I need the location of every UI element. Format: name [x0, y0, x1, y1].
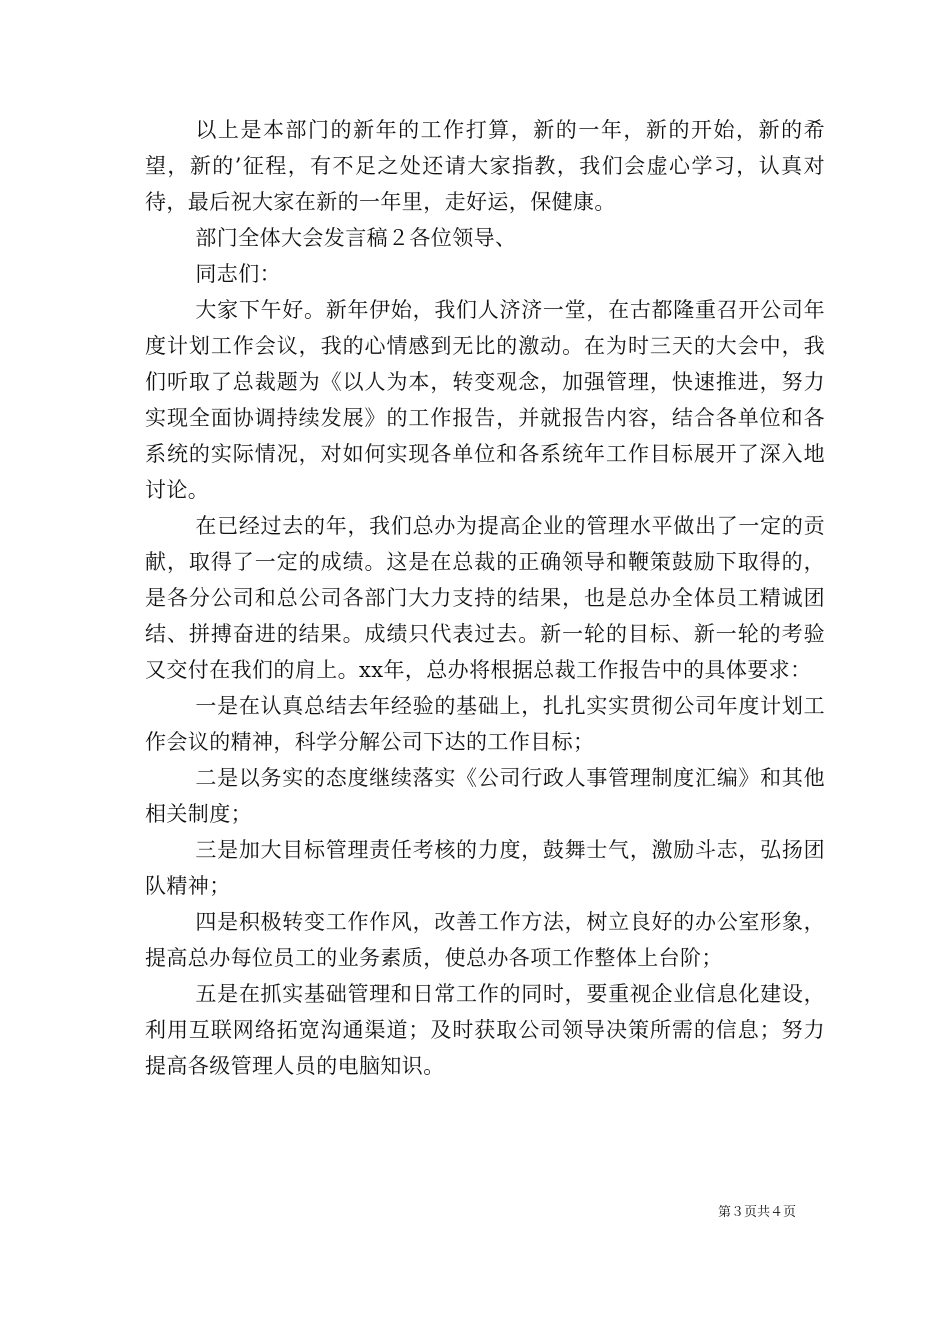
paragraph-speech-title: 部门全体大会发言稿２各位领导、 — [195, 226, 517, 250]
paragraph-item-one: 一是在认真总结去年经验的基础上，扎扎实实贯彻公司年度计划工作会议的精神，科学分解公司下达的工作目标； — [145, 694, 825, 754]
document-body — [145, 112, 825, 1084]
paragraph-salutation: 同志们： — [195, 262, 281, 286]
paragraph-item-three: 三是加大目标管理责任考核的力度，鼓舞士气，激励斗志，弘扬团队精神； — [145, 838, 825, 898]
paragraph-item-four: 四是积极转变工作作风，改善工作方法，树立良好的办公室形象，提高总办每位员工的业务素质，使总办各项工作整体上台阶； — [145, 910, 825, 970]
paragraph-opening: 大家下午好。新年伊始，我们人济济一堂，在古都隆重召开公司年度计划工作会议，我的心情感到无比的激动。在为时三天的大会中，我们听取了总裁题为《以人为本，转变观念，加强管理，快速推进，努力实现全面协调持续发展》的工作报告，并就报告内容，结合各单位和各系统的实际情况，对如何实现各单位和各系统年工作目标展开了深入地讨论。 — [145, 298, 825, 502]
paragraph-item-two: 二是以务实的态度继续落实《公司行政人事管理制度汇编》和其他相关制度； — [145, 766, 825, 826]
page-number: 第３页共４页 — [718, 1205, 797, 1220]
paragraph-item-five: 五是在抓实基础管理和日常工作的同时，要重视企业信息化建设，利用互联网络拓宽沟通渠道；及时获取公司领导决策所需的信息；努力提高各级管理人员的电脑知识。 — [145, 982, 825, 1078]
paragraph-review: 在已经过去的年，我们总办为提高企业的管理水平做出了一定的贡献，取得了一定的成绩。这是在总裁的正确领导和鞭策鼓励下取得的，是各分公司和总公司各部门大力支持的结果，也是总办全体员工精诚团结、拼搏奋进的结果。成绩只代表过去。新一轮的目标、新一轮的考验又交付在我们的肩上。xx年，总办将根据总裁工作报告中的具体要求： — [145, 514, 825, 682]
paragraph-closing-remarks: 以上是本部门的新年的工作打算，新的一年，新的开始，新的希望，新的’征程，有不足之处还请大家指教，我们会虚心学习，认真对待，最后祝大家在新的一年里，走好运，保健康。 — [145, 118, 825, 214]
